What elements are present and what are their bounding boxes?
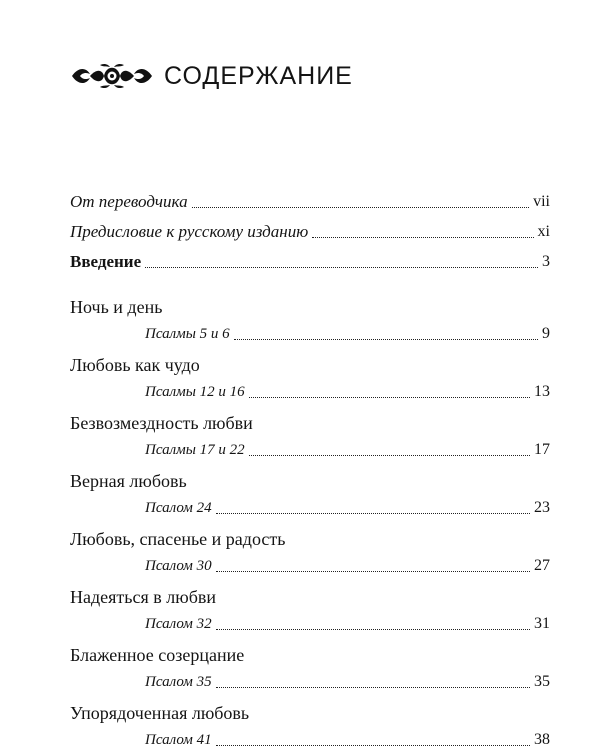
- table-of-contents: [70, 188, 550, 756]
- dot-leader: [249, 397, 530, 398]
- dot-leader: [216, 571, 530, 572]
- toc-section-title: Верная любовь: [70, 471, 187, 491]
- toc-section-title: Ночь и день: [70, 297, 163, 317]
- contents-header: [70, 58, 353, 94]
- toc-page-number: 31: [534, 615, 550, 632]
- toc-entry-psalm[interactable]: [70, 320, 550, 350]
- toc-entry-label: Псалмы 5 и 6: [145, 326, 230, 342]
- toc-page-number: xi: [537, 223, 550, 240]
- toc-entry-psalm[interactable]: [70, 436, 550, 466]
- contents-title: СОДЕРЖАНИЕ: [164, 61, 353, 90]
- toc-page-number: 17: [534, 441, 550, 458]
- toc-page-number: 27: [534, 557, 550, 574]
- toc-entry-psalm[interactable]: [70, 610, 550, 640]
- dot-leader: [216, 513, 530, 514]
- toc-entry-psalm[interactable]: [70, 726, 550, 756]
- dot-leader: [216, 745, 530, 746]
- dot-leader: [216, 629, 530, 630]
- dot-leader: [192, 207, 530, 208]
- toc-section-title: Любовь как чудо: [70, 355, 200, 375]
- toc-section-title: Надеяться в любви: [70, 587, 216, 607]
- dot-leader: [216, 687, 530, 688]
- toc-entry-psalm[interactable]: [70, 494, 550, 524]
- toc-entry-label: Псалом 30: [145, 558, 212, 574]
- toc-entry-psalm[interactable]: [70, 668, 550, 698]
- toc-entry-preface[interactable]: [70, 218, 550, 248]
- dot-leader: [249, 455, 530, 456]
- spacer: [70, 278, 550, 292]
- toc-section-title: Любовь, спасенье и радость: [70, 529, 286, 549]
- toc-entry-psalm[interactable]: [70, 552, 550, 582]
- toc-entry-label: Псалом 35: [145, 674, 212, 690]
- toc-entry-label: Псалом 24: [145, 500, 212, 516]
- toc-entry-label: Предисловие к русскому изданию: [70, 222, 309, 241]
- toc-section-title: Блаженное созерцание: [70, 645, 245, 665]
- toc-page-number: vii: [533, 193, 550, 210]
- toc-entry-label: Псалмы 17 и 22: [145, 442, 245, 458]
- toc-page-number: 9: [542, 325, 550, 342]
- toc-section-title: Безвозмездность любви: [70, 413, 253, 433]
- toc-entry-introduction[interactable]: [70, 248, 550, 278]
- toc-page-number: 23: [534, 499, 550, 516]
- floral-ornament-icon: [70, 61, 154, 91]
- toc-page-number: 35: [534, 673, 550, 690]
- dot-leader: [234, 339, 538, 340]
- toc-page-number: 13: [534, 383, 550, 400]
- toc-entry-translator[interactable]: [70, 188, 550, 218]
- toc-page-number: 38: [534, 731, 550, 748]
- dot-leader: [145, 267, 538, 268]
- toc-page-number: 3: [542, 253, 550, 270]
- toc-entry-label: Введение: [70, 252, 142, 271]
- toc-entry-label: Псалом 41: [145, 732, 212, 748]
- dot-leader: [312, 237, 533, 238]
- toc-section-title: Упорядоченная любовь: [70, 703, 250, 723]
- toc-entry-psalm[interactable]: [70, 378, 550, 408]
- toc-entry-label: От переводчика: [70, 192, 188, 211]
- toc-entry-label: Псалом 32: [145, 616, 212, 632]
- toc-entry-label: Псалмы 12 и 16: [145, 384, 245, 400]
